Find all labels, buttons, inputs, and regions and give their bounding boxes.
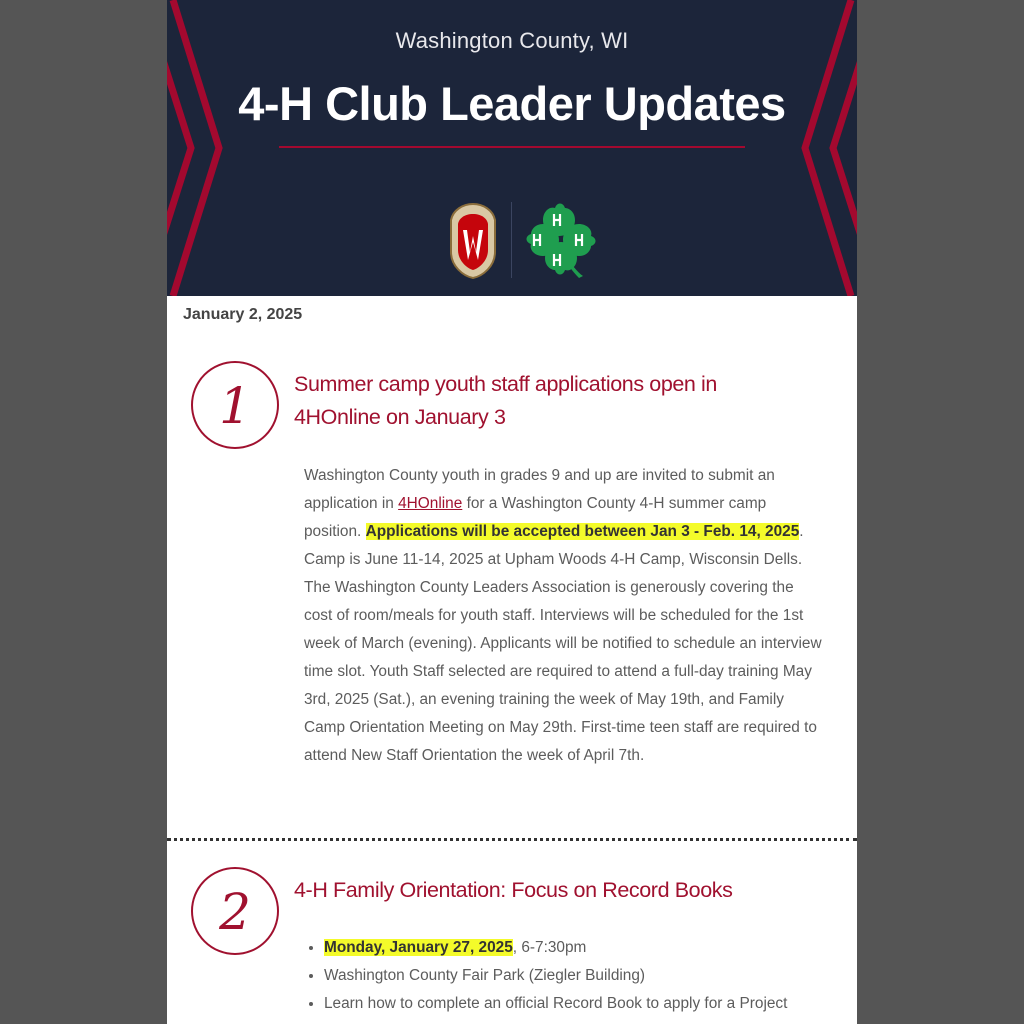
list-item xyxy=(324,934,854,962)
event-time: , 6-7:30pm xyxy=(512,939,587,956)
logo-group xyxy=(445,200,605,280)
event-date-highlight: Monday, January 27, 2025 xyxy=(324,939,513,956)
body-text-1b: for a Washington County 4-H summer camp position. xyxy=(304,495,767,540)
newsletter-title: 4-H Club Leader Updates xyxy=(238,77,786,130)
4honline-link[interactable]: 4HOnline xyxy=(398,495,463,512)
event-description: Learn how to complete an official Record Book to apply for a Project xyxy=(324,995,788,1012)
issue-date: January 2, 2025 xyxy=(183,306,303,323)
uw-crest-logo xyxy=(445,200,501,280)
section-number-1: 1 xyxy=(219,377,251,435)
section-body-1 xyxy=(304,462,822,770)
county-label: Washington County, WI xyxy=(395,28,629,53)
section-divider xyxy=(167,838,857,841)
section-title-2: 4-H Family Orientation: Focus on Record Books xyxy=(294,878,733,902)
body-text-1a: Washington County youth in grades 9 and up are invited to submit an application in xyxy=(304,467,775,512)
number-circle-1 xyxy=(189,359,281,451)
header-banner xyxy=(167,0,857,296)
section-title-1: Summer camp youth staff applications open in 4HOnline on January 3 xyxy=(294,372,717,429)
event-location: Washington County Fair Park (Ziegler Building) xyxy=(324,967,646,984)
logo-divider xyxy=(511,202,512,278)
number-circle-2 xyxy=(189,865,281,957)
list-item xyxy=(324,962,854,990)
event-details-list xyxy=(304,934,854,1018)
body-text-1c: . Camp is June 11-14, 2025 at Upham Woods 4-H Camp, Wisconsin Dells. The Washington County Leaders Association is generously covering the cost of room/meals for youth staff. Interviews will be scheduled for the 1st week of March (evening). Applicants will be notified to schedule an interview time slot. Youth Staff selected are required to attend a full-day training May 3rd, 2025 (Sat.), an evening training the week of May 19th, and Family Camp Orientation Meeting on May 29th. First-time teen staff are required to attend New Staff Orientation the week of April 7th. xyxy=(304,523,822,764)
title-divider xyxy=(279,146,745,148)
clover-logo xyxy=(521,200,601,280)
list-item xyxy=(324,990,854,1018)
application-dates-highlight: Applications will be accepted between Jan 3 - Feb. 14, 2025 xyxy=(365,523,800,540)
section-number-2: 2 xyxy=(219,883,251,941)
newsletter xyxy=(167,0,857,1024)
